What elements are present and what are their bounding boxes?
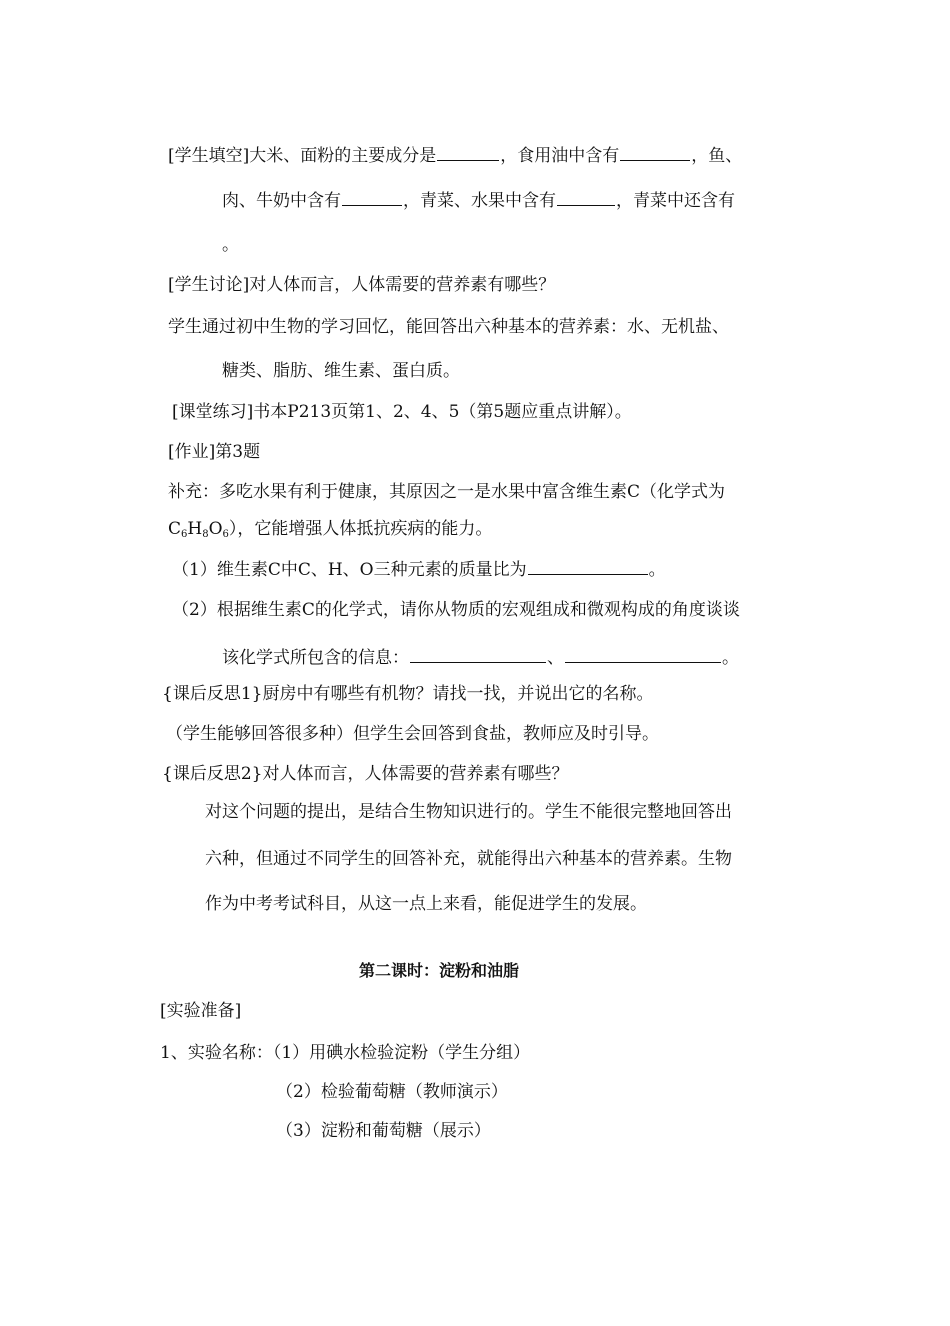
text: ，食用油中含有: [500, 146, 620, 166]
experiment-name-1: 1、实验名称：（1）用碘水检验淀粉（学生分组）: [160, 1043, 531, 1063]
text: ，鱼、: [691, 146, 743, 166]
question-2-cont: [222, 646, 739, 669]
text: 该化学式所包含的信息：: [222, 648, 409, 668]
supplement-line-1: 补充：多吃水果有利于健康，其原因之一是水果中富含维生素C（化学式为: [168, 482, 726, 502]
question-1: [172, 558, 666, 581]
experiment-name-3: （3）淀粉和葡萄糖（展示）: [276, 1121, 491, 1141]
text: ，青菜、水果中含有: [403, 191, 556, 211]
experiment-prep: [实验准备]: [160, 1001, 242, 1021]
text: 。: [648, 560, 666, 580]
blank-info-1: [410, 646, 546, 663]
discussion-question: [学生讨论]对人体而言，人体需要的营养素有哪些？: [168, 275, 556, 295]
blank-mass-ratio: [528, 558, 648, 575]
reflection-2-para-2: 六种，但通过不同学生的回答补充，就能得出六种基本的营养素。生物: [205, 849, 732, 869]
blank-info-2: [565, 646, 721, 663]
text: [学生填空]大米、面粉的主要成分是: [168, 146, 437, 166]
formula-c: C: [168, 519, 182, 539]
text: （1）维生素C中C、H、O三种元素的质量比为: [172, 560, 527, 580]
supplement-line-2: [168, 518, 492, 540]
text: 肉、牛奶中含有: [222, 191, 341, 211]
formula-o: O: [208, 519, 223, 539]
text: 、: [547, 648, 564, 668]
formula-h-subscript: 8: [202, 529, 209, 540]
section-title: 第二课时：淀粉和油脂: [359, 961, 520, 980]
discussion-answer-2: 糖类、脂肪、维生素、蛋白质。: [222, 361, 460, 381]
fill-in-line-1: [168, 144, 742, 167]
reflection-1: {课后反思1}厨房中有哪些有机物？请找一找，并说出它的名称。: [162, 684, 654, 704]
blank-main-component: [437, 144, 499, 161]
text: 。: [722, 648, 739, 668]
text: ），它能增强人体抵抗疾病的能力。: [228, 519, 493, 539]
reflection-2-para-3: 作为中考考试科目，从这一点上来看，能促进学生的发展。: [205, 894, 647, 914]
formula-c-subscript: 6: [181, 529, 188, 540]
experiment-name-2: （2）检验葡萄糖（教师演示）: [276, 1082, 508, 1102]
reflection-1-note: （学生能够回答很多种）但学生会回答到食盐，教师应及时引导。: [166, 724, 659, 744]
text: ，青菜中还含有: [616, 191, 735, 211]
discussion-answer-1: 学生通过初中生物的学习回忆，能回答出六种基本的营养素：水、无机盐、: [168, 317, 729, 337]
formula-h: H: [187, 519, 203, 539]
blank-cooking-oil: [620, 144, 690, 161]
fill-in-line-2: [222, 189, 735, 212]
reflection-2: {课后反思2}对人体而言，人体需要的营养素有哪些？: [162, 764, 569, 784]
blank-fruit-veg: [557, 189, 615, 206]
formula-o-subscript: 6: [222, 529, 229, 540]
question-2: （2）根据维生素C的化学式，请你从物质的宏观组成和微观构成的角度谈谈: [172, 600, 740, 620]
homework: [作业]第3题: [168, 442, 261, 462]
blank-meat-milk: [342, 189, 402, 206]
classroom-exercise: [课堂练习]书本P213页第1、2、4、5（第5题应重点讲解）。: [172, 402, 632, 422]
reflection-2-para-1: 对这个问题的提出，是结合生物知识进行的。学生不能很完整地回答出: [205, 802, 732, 822]
fill-in-line-3: 。: [222, 235, 239, 255]
